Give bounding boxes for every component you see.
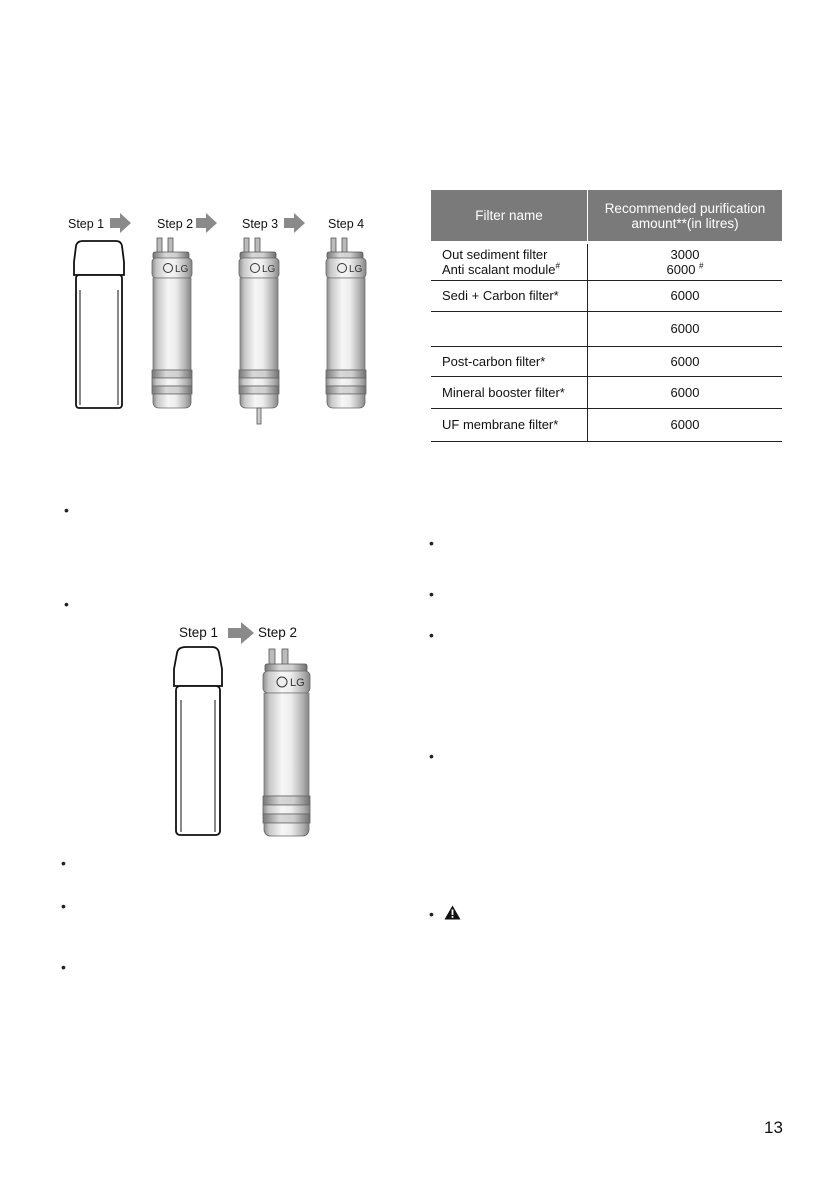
arrow-right-icon: [110, 213, 131, 233]
table-row: [431, 346, 782, 376]
table-row: [431, 244, 782, 280]
amount-value: 6000: [588, 408, 783, 441]
filter-replacement-table: [431, 190, 782, 442]
table-header-row: [431, 190, 782, 241]
column-header-recommended-amount: [588, 190, 783, 241]
amount-value: 6000 #: [666, 261, 704, 277]
step-3-label: Step 3: [242, 217, 279, 231]
step-2-label: Step 2: [258, 625, 298, 640]
svg-text:LG: LG: [175, 264, 189, 275]
bullet-marker: •: [429, 535, 434, 551]
bullet-marker: •: [61, 959, 66, 975]
amount-value: 6000: [588, 280, 783, 311]
bullet-marker: •: [429, 627, 434, 643]
svg-text:LG: LG: [262, 264, 276, 275]
table-row: [431, 408, 782, 441]
empty-filter-housing: [174, 647, 222, 835]
svg-text:LG: LG: [349, 264, 363, 275]
arrow-right-icon: [196, 213, 217, 233]
step-1-label: Step 1: [179, 625, 219, 640]
bullet-marker: •: [429, 906, 434, 922]
top-filter-illustration: [0, 0, 420, 440]
svg-text:LG: LG: [290, 677, 305, 689]
footnote-mark: #: [555, 261, 560, 271]
filter-name: Anti scalant module#: [442, 261, 560, 277]
filter-name: Post-carbon filter*: [431, 346, 588, 376]
table-row: [431, 376, 782, 408]
footnote-mark: #: [699, 261, 704, 271]
table-row: [431, 311, 782, 346]
filter-cartridge: [263, 649, 310, 836]
filter-name: Out sediment filter: [442, 246, 548, 262]
filter-name: Mineral booster filter*: [431, 376, 588, 408]
column-header-line-1: Recommended: [604, 200, 697, 216]
arrow-right-icon: [284, 213, 305, 233]
filter-cartridge-step-2: [152, 238, 192, 408]
filter-name: UF membrane filter*: [431, 408, 588, 441]
filter-cartridge-step-4: [326, 238, 366, 408]
table-row: [431, 280, 782, 311]
step-1-label: Step 1: [68, 217, 105, 231]
amount-cell: [588, 244, 783, 280]
step-4-label: Step 4: [328, 217, 365, 231]
warning-icon: [444, 905, 461, 920]
column-header-filter-name: Filter name: [431, 190, 588, 241]
bullet-marker: •: [64, 596, 69, 612]
amount-value: 3000: [670, 246, 700, 262]
bottom-filter-illustration: [160, 620, 330, 845]
filter-cartridge-step-3: [239, 238, 279, 424]
amount-value: 6000: [588, 376, 783, 408]
bullet-marker: •: [64, 502, 69, 518]
amount-value: 6000: [588, 311, 783, 346]
column-header-line-2: purification amount**(in litres): [631, 200, 766, 231]
filter-name-cell: [431, 244, 588, 280]
bullet-marker: •: [61, 855, 66, 871]
bullet-marker: •: [61, 898, 66, 914]
bullet-marker: •: [429, 586, 434, 602]
step-2-label: Step 2: [157, 217, 194, 231]
filter-name: Sedi + Carbon filter*: [431, 280, 588, 311]
filter-name: [431, 311, 588, 346]
empty-filter-housing: [74, 241, 124, 408]
bullet-marker: •: [429, 748, 434, 764]
amount-value: 6000: [588, 346, 783, 376]
arrow-right-icon: [228, 622, 254, 644]
page-number: 13: [764, 1118, 783, 1137]
